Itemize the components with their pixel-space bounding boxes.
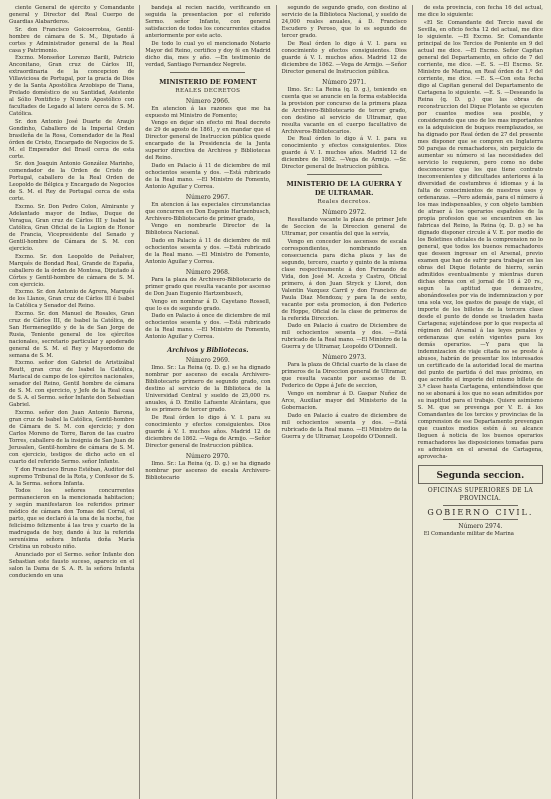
paragraph: Sr. don Antonio José Duarte de Araujo Gondinho, Caballero de la Imperial Orden brasileña de la Rosa, Comendador de la Real órden de Cristo, Encargado de Negocios de S. M. el Emperador del Brasil cerca de esta corte. bbox=[9, 118, 135, 160]
divider bbox=[443, 505, 518, 506]
column-3 bbox=[276, 5, 412, 799]
paragraph: El Comandante militar de Marina bbox=[423, 530, 514, 537]
paragraph: Ilmo. Sr.: La Reina (q. D. g.) se ha dignado nombrar por ascenso de escala Archivero-Bibliotecario primero de segundo grado, con destino al servicio de la Biblioteca de la Universidad Central y sueldo de 25,000 rs. anuales, á D. Emilio Lafuente Alcántara, que lo es primero de tercer grado. bbox=[145, 365, 271, 414]
decree-number: Número 2972. bbox=[322, 209, 367, 217]
paragraph: De todo lo cual yo el mencionado Notario Mayor del Reino, certifico y doy fé en Madrid dicho dia, mes y año. —En testimonio de verdad, Santiago Fernandez Negrete. bbox=[145, 40, 271, 68]
decree-number: Número 2971. bbox=[322, 78, 367, 86]
paragraph: Sr. don Joaquin Antonio González Marinho, comendador de la Orden de Cristo de Portugal, caballero de la Real Orden de Leopoldo de Bélgica y Encargado de Negocios de S. M. el Rey de Portugal cerca de esta corte. bbox=[9, 161, 135, 203]
paragraph: Vengo en nombrar á D. Gaspar Nuñez de Arce, Auxiliar mayor del Ministerio de la Gobernacion. bbox=[281, 390, 407, 411]
paragraph: «El Sr. Comandante del Tercio naval de Sevilla, en oficio fecha 12 del actual, me dice lo siguiente. —El Excmo. Sr. Comandante principal de los Tercios de Poniente en 9 del actual me dice. —El Excmo. Señor Capitan general del Departamento, en oficio de 7 del corriente, me dice. —E. S. —El Excmo. Sr. Ministro de Marina, en Real órden de 1.º del corriente, me dice. —E. S.—Con esta fecha digo al Capitan general del Departamento de Cartagena lo siguiente. —E. S. —Deseando la Reina (q. D. g.) que las obras de reconstruccion del Dique Flotante se ejecuten por cuantos medios sea posible, y considerando que uno de los mas importantes es la adquisicion de buques reemplazados, se ha dignado por Real órden de 27 del presente mes disponer que se compren en Inglaterra 50 parejas de remachadores, sin perjuicio de aumentar su número si las necesidades del servicio lo requieren, pero como no debe desconocerse que los que tiene contrato ineconvenientes y dificultades anteriores á la diversidad de costumbres é idiomas y á la falta de conocimientos de nuestros usos y ordenanzas. —Pero además, para el número á los mas indispensables, y con objeto tambien de atraer á los operarios españoles de la propia profesion que se encuentren en las fabricas del Reino, la Reina (q. D. g.) se ha dignado disponer circule á V. E. por medio de los Boletines oficiales de la comprension no lo general, que todos los buenos remachadores que deseen ingresar en el Arsenal, previo examen que han de sufrir para trabajar en las obras del Dique flotante de hierro, serán admitidos eventualmente y mientras duren dichas obras con el jornal de 16 á 20 rs., segun la aptitud que demuestre, abonándoseles por via de indemnizacion y por una sola vez, los gastos de pasaje de viaje, el importe de los billetes de la tercera clase desde el punto de donde se trasladen hasta Cartagena; sujetándose por lo que respecta al régimen del Arsenal á las leyes penales y ordenanzas que estén vigentes para los demás operarios. —Y para que la indemnizacion de viaje citada no se preste á abusos, habrán de presentar los interesados un certificado de la autoridad local de marina del punto de partida ó del mas próximo, en que acredite el importe del mismo billete de 3.ª clase hasta Cartagena, entendiéndose que no se abonará á los que no sean admitidos por su inaptitud para el trabajo. Quiere asimismo S. M. que se prevenga por V. E. á los Comandantes de los tercios y provincias de la comprension de ese Departamento prevengan que cuantos medios estén á su alcance lleguen á noticia de los buenos operarios remachadores las disposiciones tomadas para su admision en el arsenal de Cartagena, aprovecha- bbox=[417, 19, 543, 460]
paragraph: Resultando vacante la plaza de primer Jefe de Seccion de la Direccion general de Ultramar, por cesantía del que la servía, bbox=[281, 217, 407, 238]
paragraph: Excmo. Sr. don Manuel de Rosales, Gran cruz de Cárlos III, de Isabel la Católica, de San Hermenegildo y de la de San Jorge de Rusia, Teniente general de los ejércitos nacionales, secretario particular y apoderado general de S. M. el Rey y Mayordomo de semana de S. M. bbox=[9, 310, 135, 359]
divider bbox=[443, 519, 518, 520]
paragraph: Excmo. Monseñor Lorenzo Barili, Patricio Anconitano, Gran cruz de Cárlos III, extraordinaria de la concepcion de Villaviciosa de Portugal, por la gracia de Dios y de la Santa Apostólica Arzobispo de Tiana, Prelado doméstico de su Santidad, Asistente al Sólio Pontificio y Nuncio Apostólico con facultades de Legado al latere cerca de S. M. Católica. bbox=[9, 55, 135, 118]
decrees-subheading: Reales decretos. bbox=[317, 199, 371, 206]
divider bbox=[170, 72, 245, 73]
paragraph: Para la plaza de Oficial cuarto de la clase de primeros de la Direccion general de Ultramar, que resulta vacante por ascenso de D. Federico de Oppe á Jefe de seccion, bbox=[281, 362, 407, 390]
paragraph: Excmo. señor don Gabriel de Aristizábal Reutt, gran cruz de Isabel la Católica, Mariscal de campo de los ejércitos nacionales, senador del Reino, Gentil hombre de cámara de S. M. con ejercicio, y Jefe de la Real casa de S. A. el Sermo. señor Infante don Sebastian Gabriel. bbox=[9, 360, 135, 409]
paragraph: De Real órden lo digo á V. I. para su conocimiento y efectos consiguientes. Dios guarde á V. I. muchos años. Madrid 12 de diciembre de 1862. —Vega de Armijo. —Señor Director general de Instruccion pública. bbox=[145, 414, 271, 449]
paragraph: En atencion á las especiales circunstancias que concurren en Don Eugenio Hartzenbusch, Archivero-Bibliotecario de primer grado, bbox=[145, 201, 271, 222]
section-heading: Archivos y Bibliotecas. bbox=[167, 346, 249, 355]
paragraph: segundo de segundo grado, con destino al servicio de la Biblioteca Nacional, y sueldo de 24,000 reales anuales, á D. Francisco Escudero y Peroso, que lo es segundo de tercer grado. bbox=[281, 5, 407, 39]
paragraph: Dado en Palacio á 11 de diciembre de mil ochocientos sesenta y dos. —Está rubricado de la Real mano. —El Ministro de Fomento, Antonio Aguilar y Correa. bbox=[145, 162, 271, 190]
paragraph: Excmo. señor don Juan Antonio Barona, gran cruz de Isabel la Católica, Gentil-hombre de Cámara de S. M. con ejercicio; y don Carlos Moreno de Torre, Baron de las cuatro Torres, caballero de la insignia de San Juan de Jerusalen, Gentil-hombre de cámara de S. M. con ejercicio, testigos de dicho acto en el cuarto del referido Sermo. señor Infante. bbox=[9, 409, 135, 465]
decree-number: Número 2969. bbox=[185, 357, 230, 365]
paragraph: bandeja al recien nacido, verificando en seguida la presentacion por el referido Sermo. señor Infante, con general satisfaccion de todos los concurrentes citados anteriormente por este acto. bbox=[145, 5, 271, 39]
paragraph: Ilmo. Sr.: La Reina (q. D. g.) se ha dignado nombrar por ascenso de escala Archivero-Bibliotecario bbox=[145, 460, 271, 481]
gobierno-heading: GOBIERNO CIVIL. bbox=[427, 507, 534, 517]
order-number: Número 2974. bbox=[458, 522, 503, 530]
paragraph: Ilmo. Sr.: La Reina (q. D. g.), teniendo en cuenta que se anuncie en la forma establecida la provision por concurso de la primera plaza de Archivero-Bibliotecario de tercer grado, con destino al servicio de Ultramar, que resulta vacante en el cuerpo facultativo de Archiveros-Bibliotecarios. bbox=[281, 86, 407, 135]
paragraph: Todos los señores concurrentes permanecieron en la mencionada habitacion; y según manifestaron los referidos primer médico de cámara don Tomas del Corral, el parto, que se declaró á la una de la noche, fue felicísimo felizmente á las tres y cuarto de la madrugada de hoy, dando á luz la referida serenísima señora Infanta doña María Cristina un robusto niño. bbox=[9, 488, 135, 551]
paragraph: Excmo. Sr. don Antonio de Agrera, Marqués de los Llanos, Gran cruz de Cárlos III é Isabel la Católica y Senador del Reino. bbox=[9, 289, 135, 310]
paragraph: Excmo. Sr. don Leopoldo de Peñalver, Marqués de Bondad Real, Grande de España, caballero de la órden de Montesa, Diputado á Córtes y Gentil-hombre de cámara de S. M. con ejercicio. bbox=[9, 253, 135, 288]
decree-number: Número 2968. bbox=[185, 268, 230, 276]
section-subtitle: OFICINAS SUPERIORES DE LA bbox=[427, 486, 533, 494]
paragraph: Dado en Palacio á 11 de diciembre de mil ochocientos sesenta y dos. —Está rubricado de la Real mano. —El Ministro de Fomento, Antonio Aguilar y Correa. bbox=[145, 237, 271, 265]
decree-number: Número 2970. bbox=[185, 452, 230, 460]
paragraph: Dado en Palacio á once de diciembre de mil ochocientos sesenta y dos. —Está rubricado de la Real mano. —El Ministro de Fomento, Antonio Aguilar y Correa. bbox=[145, 313, 271, 341]
paragraph: de esta provincia, con fecha 16 del actual, me dice lo siguiente: bbox=[417, 5, 543, 18]
paragraph: Vengo en dejar sin efecto mi Real decreto de 29 de agosto de 1861, y en mandar que el Director general de Instruccion pública quede encargado de la Presidencia de la Junta superior directiva de Archivos y Bibliotecas del Reino. bbox=[145, 120, 271, 162]
decree-number: Número 2967. bbox=[185, 193, 230, 201]
column-4 bbox=[412, 5, 548, 799]
decrees-subheading: REALES DECRETOS bbox=[175, 87, 241, 94]
paragraph: ciente General de ejército y Comandante general y Director del Real Cuerpo de Guardias Alabarderos. bbox=[9, 5, 135, 25]
column-1 bbox=[4, 5, 139, 799]
decree-number: Número 2973. bbox=[322, 354, 367, 362]
paragraph: Y don Francisco Bruno Estéban, Auditor del supremo Tribunal de la Rota, y Confesor de S. A. la Serma. señora Infanta. bbox=[9, 466, 135, 487]
paragraph: Sr. don Francisco Goicoerrotea, Gentil-hombre de cámara de S. M., Diputado á cortes y Administrador general de la Real casa y Patrimonio. bbox=[9, 26, 135, 54]
paragraph: Dado en Palacio á cuatro de Diciembre de mil ochocientos sesenta y dos. —Está rubricado de la Real mano. —El Ministro de la Guerra y de Ultramar, Leopoldo O'Donnell. bbox=[281, 323, 407, 351]
section-title: Segunda seccion. bbox=[436, 470, 525, 481]
ministry-heading: MINISTERIO DE LA GUERRA Y DE ULTRAMAR. bbox=[286, 180, 402, 198]
column-2 bbox=[139, 5, 275, 799]
paragraph: Dado en Palacio á cuatro de diciembre de mil ochocientos sesenta y dos. —Está rubricado de la Real mano. —El Ministro de la Guerra y de Ultramar, Leopoldo O'Donnell. bbox=[281, 412, 407, 440]
paragraph: Vengo en nombrarle Director de la Biblioteca Nacional. bbox=[145, 223, 271, 237]
paragraph: Vengo en nombrar á D. Cayetano Rossell, que lo es de segundo grado. bbox=[145, 298, 271, 312]
divider bbox=[307, 174, 382, 175]
paragraph: Vengo en conceder los ascensos de escala correspondientes, nombrando en consecuencia para dicha plaza y las de segundo, tercero, cuarto y quinto de la misma clase respectivamente á don Fernando de Vida, don José M. Acosta y Castro, Oficial primero, á don Juan Stryck y Lloret, don Valentin Vazquez Carril y don Francisco de Paula Diaz Mendoza; y para la de sexto, vacante por esta promocion, á don Federico de Hoppe, Oficial de la clase de primeros de la referida Direccion. bbox=[281, 238, 407, 322]
section-box bbox=[418, 465, 543, 484]
paragraph: Anunciado por el Sermo. señor Infante don Sebastian este fausto suceso, aparecio en el salon la Dama de S. A. R. la señora Infanta conduciendo en una bbox=[9, 551, 135, 579]
paragraph: De Real órden lo digo á V. I. para su conocimiento y efectos consiguientes. Dios guarde á V. I. muchos años. Madrid 12 de diciembre de 1862. —Vega de Armijo. —Señor Director general de Instruccion pública. bbox=[281, 40, 407, 75]
ministry-heading: MINISTERIO DE FOMENT bbox=[159, 77, 257, 86]
paragraph: En atencion á las razones que me ha expuesto mi Ministro de Fomento; bbox=[145, 105, 271, 119]
paragraph: Excmo. Sr. Don Pedro Colon, Almirante y Adelantado mayor de Indias, Duque de Veragua, Gran cruz de Cárlos III y Isabel la Católica, Gran Oficial de la Legion de Honor de Francia, Vicepresidente del Senado y Gentil-hombre de Cámara de S. M. con ejercicio. bbox=[9, 203, 135, 252]
section-subtitle: PROVINCIA. bbox=[459, 494, 502, 502]
decree-number: Número 2966. bbox=[185, 97, 230, 105]
paragraph: De Real órden lo digo á V. I. para su conocimiento y efectos consiguientes. Dios guarde á V. I. muchos años. Madrid 12 de diciembre de 1862. —Vega de Armijo. —Sr. Director general de Instruccion pública. bbox=[281, 136, 407, 171]
paragraph: Para la plaza de Archivero-Bibliotecario de primer grado que resulta vacante por ascenso de Don Juan Eugenio Hartzenbusch, bbox=[145, 276, 271, 297]
